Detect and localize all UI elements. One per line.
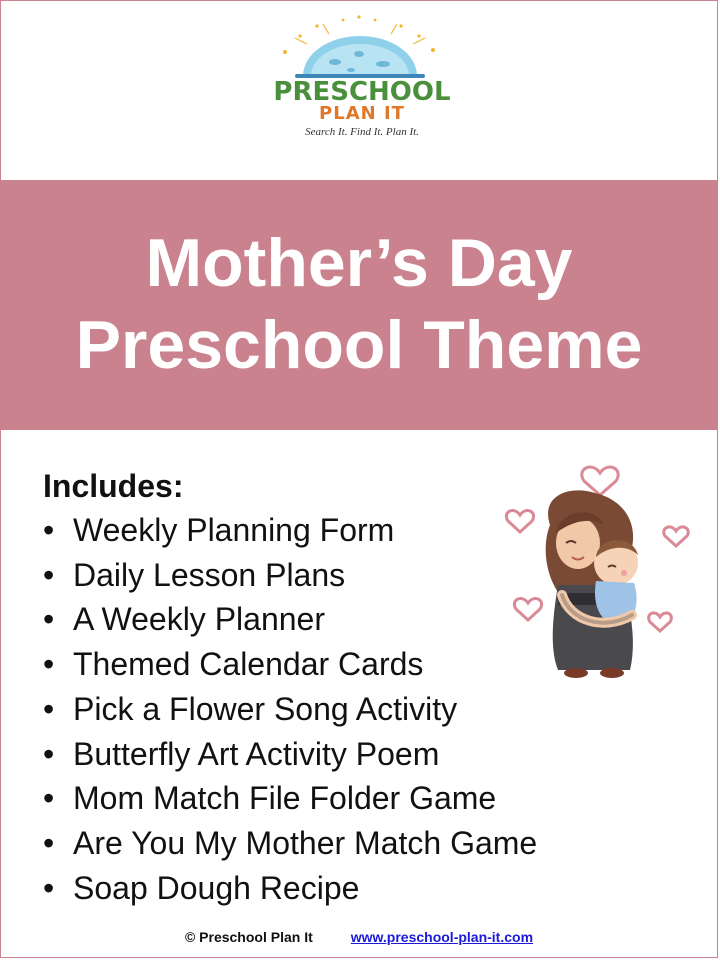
list-item-text: A Weekly Planner [73,601,325,638]
list-item [43,508,537,553]
logo-tagline: Search It. Find It. Plan It. [305,126,419,138]
bullet: • [43,735,55,772]
list-item-text: Themed Calendar Cards [73,646,424,683]
bullet: • [43,824,55,861]
list-item [43,553,537,598]
list-item [43,776,537,821]
list-item-text: Mom Match File Folder Game [73,780,497,817]
list-item [43,866,537,911]
list-item [43,687,537,732]
includes-list [43,508,537,910]
list-item-text: Soap Dough Recipe [73,869,360,906]
bullet: • [43,512,55,548]
page-title [0,222,718,386]
bullet: • [43,869,55,906]
logo-name-line2: PLAN IT [319,103,405,124]
includes-heading: Includes: [43,468,184,504]
list-item [43,732,537,777]
globe-icon [255,14,465,84]
list-item [43,597,537,642]
bullet: • [43,780,55,817]
logo-name-line1: PRESCHOOL [273,77,451,107]
bullet: • [43,601,55,638]
logo[interactable] [255,14,465,136]
title-line-1: Mother’s Day [145,225,573,301]
list-item-text: Daily Lesson Plans [73,556,346,593]
bullet: • [43,556,55,593]
list-item [43,642,537,687]
list-item-text: Pick a Flower Song Activity [73,690,458,727]
website-link[interactable]: www.preschool-plan-it.com [350,929,534,945]
list-item-text: Weekly Planning Form [73,512,395,548]
footer [0,929,718,945]
mother-hugging-child-icon [500,445,700,685]
title-line-2: Preschool Theme [75,307,643,383]
list-item-text: Butterfly Art Activity Poem [73,735,440,772]
bullet: • [43,646,55,683]
list-item [43,821,537,866]
copyright-text: © Preschool Plan It [184,929,313,945]
bullet: • [43,690,55,727]
list-item-text: Are You My Mother Match Game [73,824,538,861]
